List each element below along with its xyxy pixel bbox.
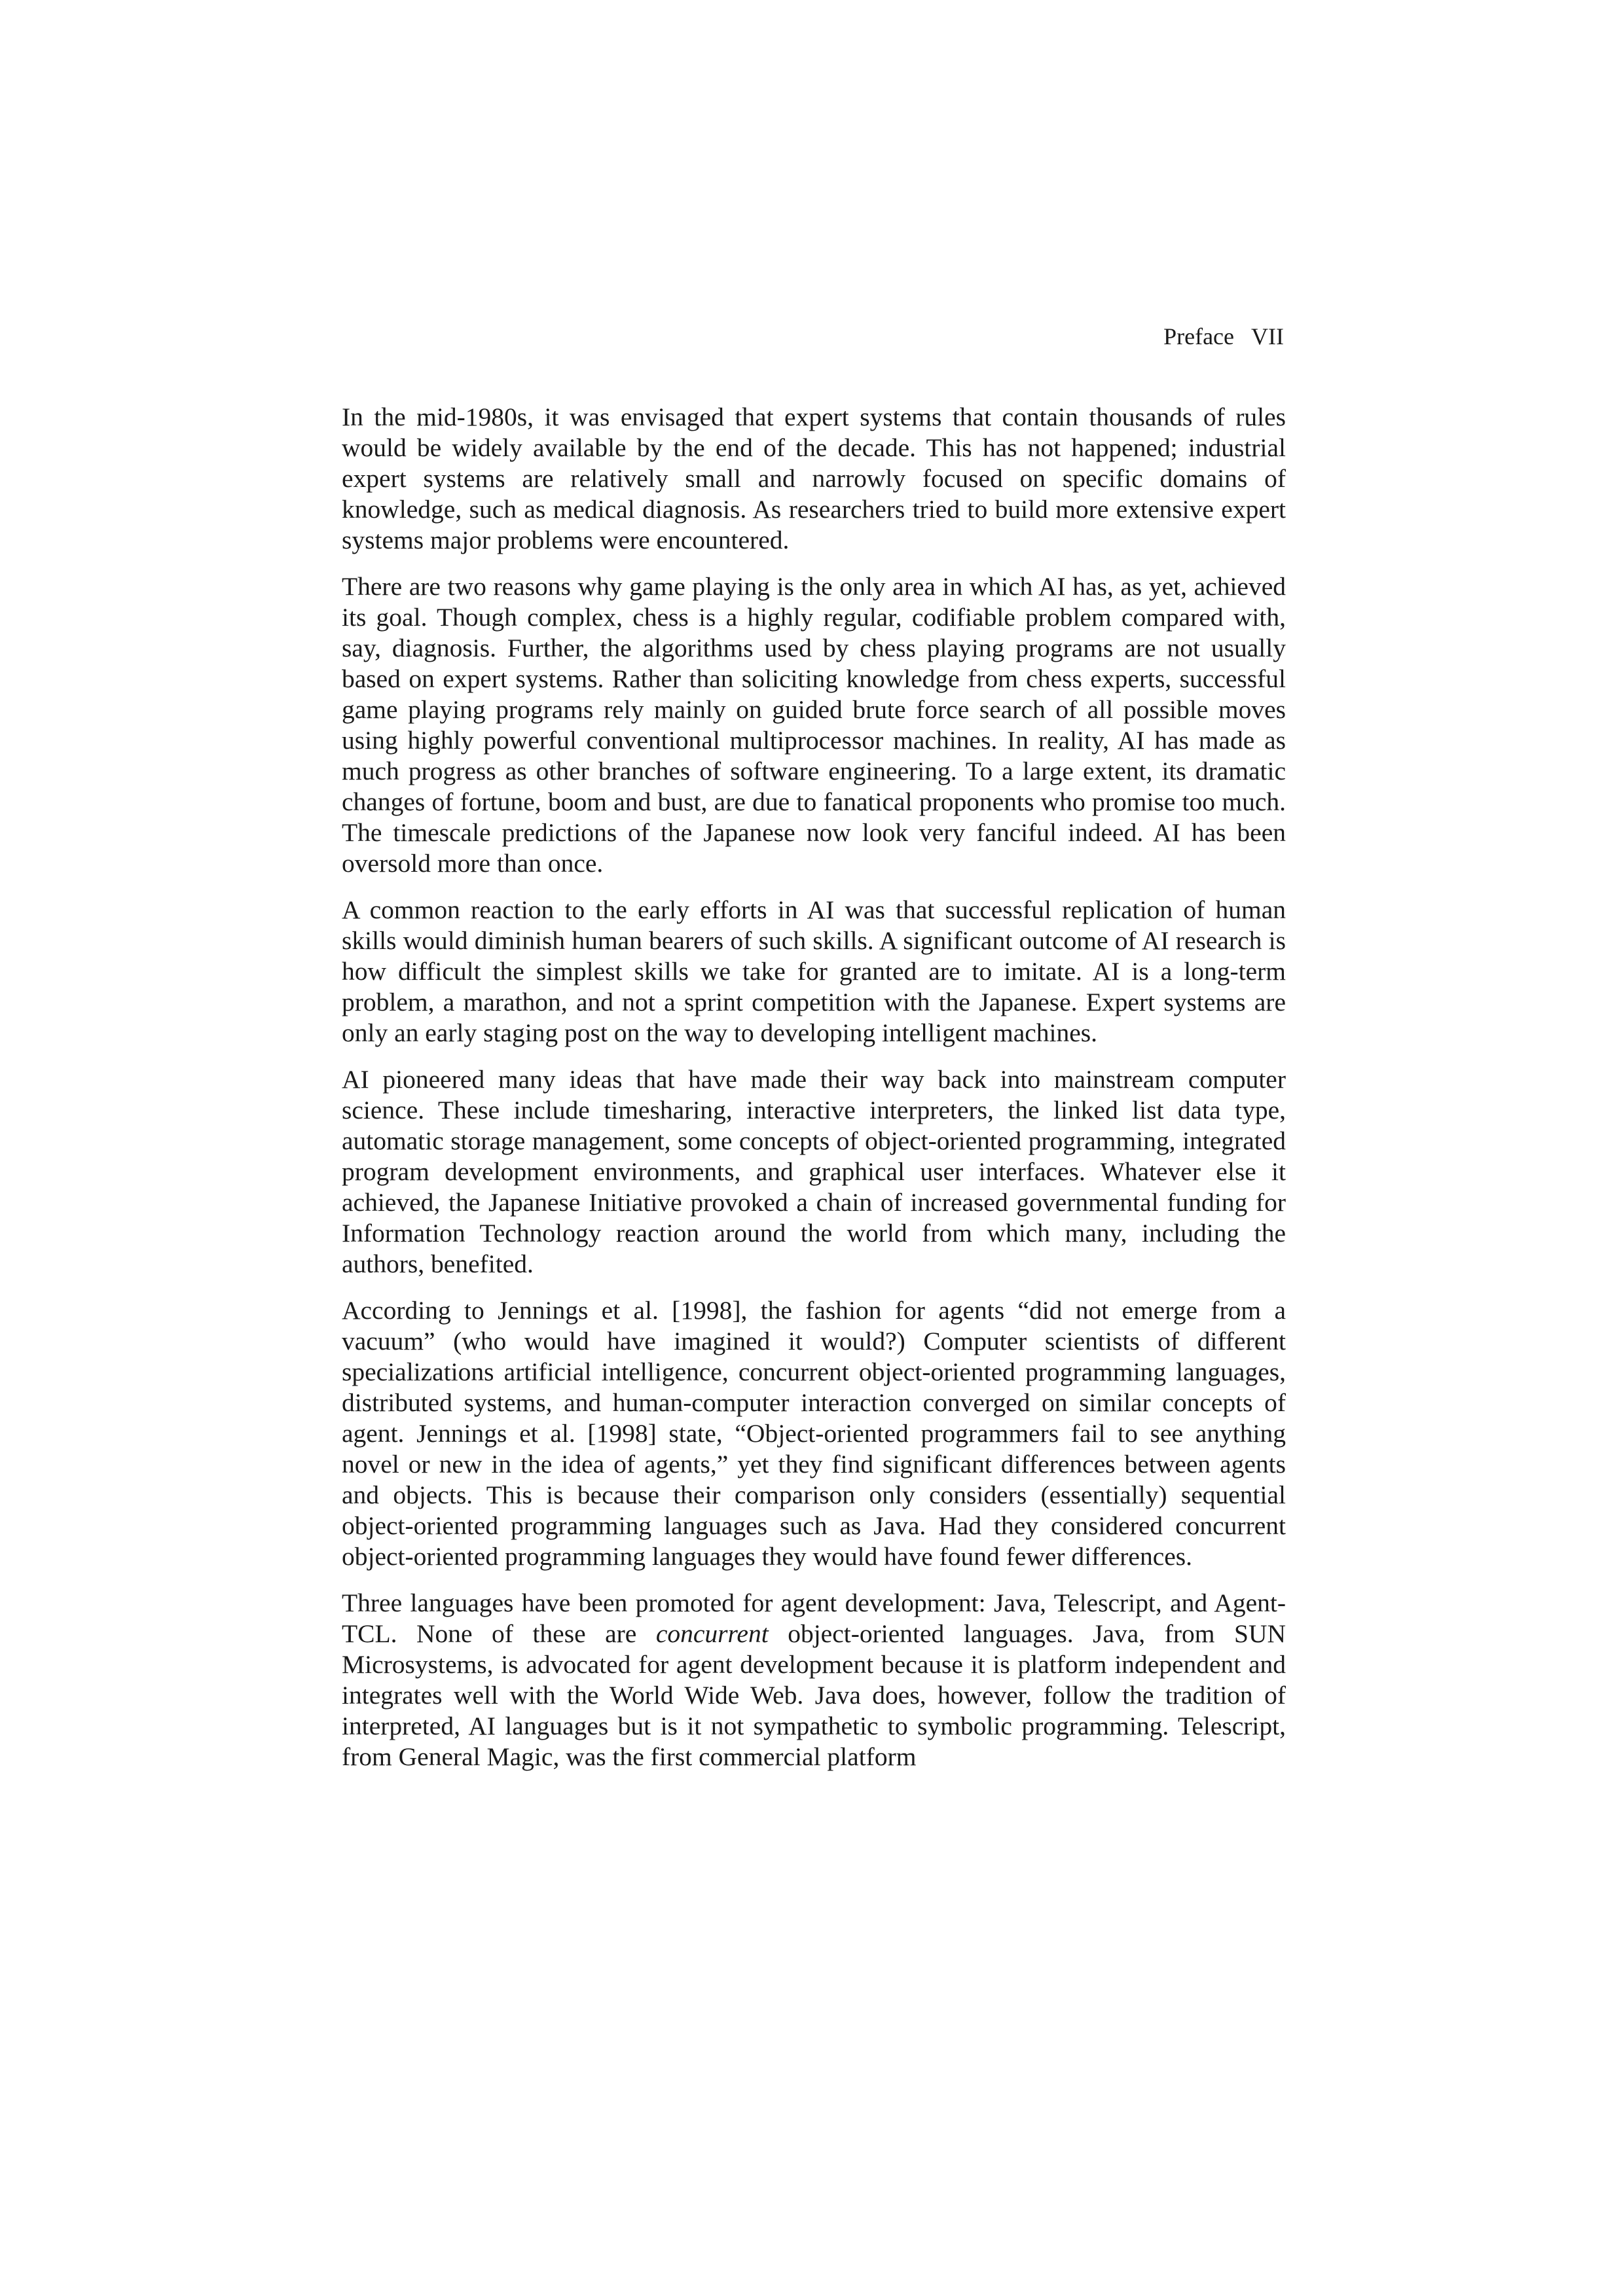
body-text xyxy=(342,402,1286,1772)
running-head-title: Preface xyxy=(1163,323,1235,350)
paragraph-jennings: According to Jennings et al. [1998], the fashion for agents “did not emerge from a vacuum” (who would have imagined it would?) Computer scientists of different specializations artificial intelligence, concurrent object-oriented programming languages, distributed systems, and human-computer interaction converged on similar concepts of agent. Jennings et al. [1998] state, “Object-oriented programmers fail to see anything novel or new in the idea of agents,” yet they find significant differences between agents and objects. This is because their comparison only considers (essentially) sequential object-oriented programming languages such as Java. Had they considered concurrent object-oriented programming languages they would have found fewer differences. xyxy=(342,1296,1286,1571)
paragraph-common-reaction: A common reaction to the early efforts in AI was that successful replication of human skills would diminish human bearers of such skills. A significant outcome of AI research is how difficult the simplest skills we take for granted are to imitate. AI is a long-term problem, a marathon, and not a sprint competition with the Japanese. Expert systems are only an early staging post on the way to developing intelligent machines. xyxy=(342,895,1286,1047)
paragraph-game-playing: There are two reasons why game playing is the only area in which AI has, as yet, achieved its goal. Though complex, chess is a highly regular, codifiable problem compared with, say, diagnosis. Further, the algorithms used by chess playing programs are not usually based on expert systems. Rather than soliciting knowledge from chess experts, successful game playing programs rely mainly on guided brute force search of all possible moves using highly powerful conventional multiprocessor machines. In reality, AI has made as much progress as other branches of software engineering. To a large extent, its dramatic changes of fortune, boom and bust, are due to fanatical proponents who promise too much. The timescale predictions of the Japanese now look very fanciful indeed. AI has been oversold more than once. xyxy=(342,572,1286,878)
paragraph-ai-pioneered: AI pioneered many ideas that have made their way back into mainstream computer science. These include timesharing, interactive interpreters, the linked list data type, automatic storage management, some concepts of object-oriented programming, integrated program development environments, and graphical user interfaces. Whatever else it achieved, the Japanese Initiative provoked a chain of increased governmental funding for Information Technology reaction around the world from which many, including the authors, benefited. xyxy=(342,1065,1286,1278)
paragraph-three-languages-end: object-oriented languages. Java, from SUN Microsystems, is advocated for agent development because it is platform independent and integrates well with the World Wide Web. Java does, however, follow the tradition of interpreted, AI languages but is it not sympathetic to symbolic programming. Telescript, from General Magic, was the first commercial platform xyxy=(342,1619,1286,1771)
paragraph-three-languages-start: Three languages have been promoted for agent development: Java, Telescript, and Agent-TCL. None of these are xyxy=(342,1588,1286,1648)
paragraph-expert-systems: In the mid-1980s, it was envisaged that expert systems that contain thousands of rules would be widely available by the end of the decade. This has not happened; industrial expert systems are relatively small and narrowly focused on specific domains of knowledge, such as medical diagnosis. As researchers tried to build more extensive expert systems major problems were encountered. xyxy=(342,403,1286,554)
paragraph-three-languages xyxy=(342,1588,1286,1772)
running-head xyxy=(1163,321,1284,352)
page-number: VII xyxy=(1251,323,1284,350)
emphasis-concurrent: concurrent xyxy=(655,1619,769,1648)
